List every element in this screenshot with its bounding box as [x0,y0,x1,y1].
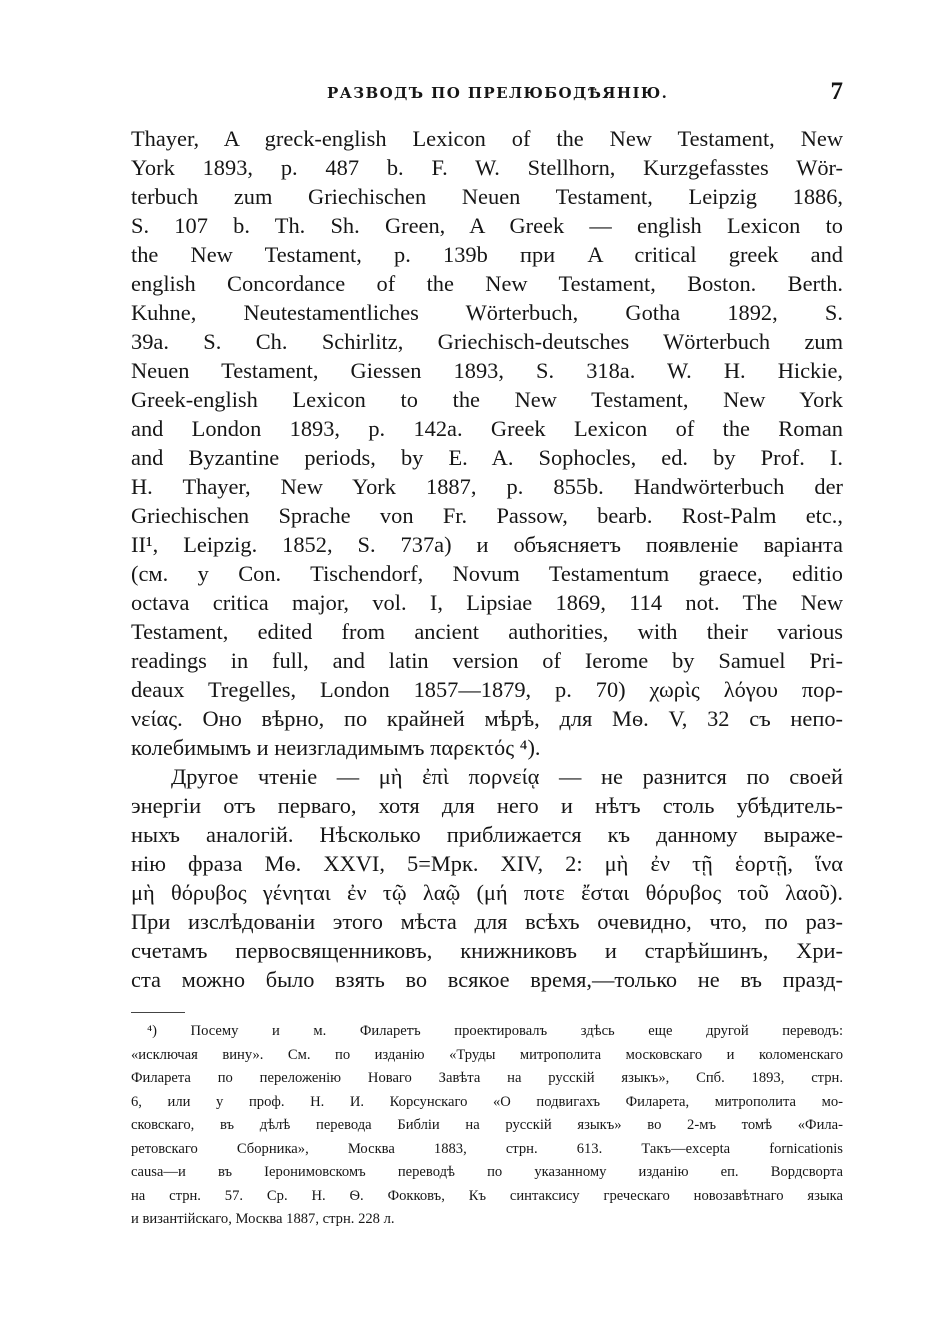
text-line: Thayer, A greck-english Lexicon of the New Testament, New [131,126,843,151]
text-line: ныхъ аналогій. Нѣсколько приближается къ данному выраже- [131,822,843,847]
text-line: счетамъ первосвященниковъ, книжниковъ и старѣйшинъ, Хри- [131,938,843,963]
text-line: Другое чтеніе — μὴ ἐπὶ πορνείᾳ — не разнится по своей [171,764,843,789]
footnote-line: и византійскаго, Москва 1887, стрн. 228 л. [131,1211,395,1227]
text-line: 39a. S. Ch. Schirlitz, Griechisch-deutsches Wörterbuch zum [131,329,843,354]
footnote-line: «исключая вину». См. по изданію «Труды митрополита московскаго и коломенскаго [131,1046,843,1063]
footnote-line: ретовскаго Сборника», Москва 1883, стрн. 613. Такъ—excepta fornicationis [131,1140,843,1157]
text-line: deaux Tregelles, London 1857—1879, p. 70) χωρὶς λόγου πορ- [131,677,843,702]
text-line: readings in full, and latin version of Ierome by Samuel Pri- [131,648,843,673]
footnote-line: сковскаго, въ дѣлѣ перевода Библіи на русскій языкъ» во 2-мъ томѣ «Фила- [131,1117,843,1133]
text-line: колебимымъ и неизгладимымъ παρεκτός ⁴). [131,735,541,760]
text-line: octava critica major, vol. I, Lipsiae 1869, 114 not. The New [131,590,843,615]
text-line: Testament, edited from ancient authorities, with their various [131,619,843,644]
footnote-line: Филарета по переложенію Новаго Завѣта на русскій языкъ», Спб. 1893, стрн. [131,1070,843,1086]
page-number: 7 [830,78,843,105]
footnote-line: ⁴) Посему и м. Филаретъ проектировалъ здѣсь еще другой переводъ: [147,1023,843,1039]
footnote-line: 6, или у проф. Н. И. Корсунскаго «О подвигахъ Филарета, митрополита мо- [131,1093,843,1110]
paragraph-2 [131,762,843,994]
text-line: Griechischen Sprache von Fr. Passow, bearb. Rost-Palm etc., [131,503,843,528]
text-line: and Byzantine periods, by E. A. Sophocles, ed. by Prof. I. [131,445,843,470]
text-line: ста можно было взять во всякое время,—только не въ празд- [131,967,843,992]
main-text [131,124,843,994]
footnote-line: causa—и въ Іеронимовскомъ переводѣ по указанному изданію еп. Вордсворта [131,1164,843,1180]
text-line: the New Testament, p. 139b при A critical greek and [131,242,843,267]
text-line: and London 1893, p. 142a. Greek Lexicon of the Roman [131,416,843,441]
text-line: Neuen Testament, Giessen 1893, S. 318a. W. H. Hickie, [131,358,843,383]
text-line: Kuhne, Neutestamentliches Wörterbuch, Gotha 1892, S. [131,300,843,325]
page-header [131,78,843,112]
text-line: H. Thayer, New York 1887, p. 855b. Handwörterbuch der [131,474,843,499]
text-line: нію фраза Мѳ. XXVI, 5=Мрк. XIV, 2: μὴ ἐν τῇ ἑορτῇ, ἵνα [131,851,843,876]
text-line: νείας. Оно вѣрно, по крайней мѣрѣ, для Мѳ. V, 32 съ непо- [131,706,843,731]
running-title: РАЗВОДЪ ПО ПРЕЛЮБОДѢЯНІЮ. [327,84,669,102]
text-line: terbuch zum Griechischen Neuen Testament, Leipzig 1886, [131,184,843,209]
text-line: При изслѣдованіи этого мѣста для всѣхъ очевидно, что, по раз- [131,909,843,934]
text-line: S. 107 b. Th. Sh. Green, A Greek — english Lexicon to [131,213,843,238]
text-line: (см. у Con. Tischendorf, Novum Testamentum graece, editio [131,561,843,586]
text-line: Greek-english Lexicon to the New Testament, New York [131,387,843,412]
footnote-line: на стрн. 57. Ср. Н. Ѳ. Фокковъ, Къ синтаксису греческаго новозавѣтнаго языка [131,1187,843,1204]
paragraph-1 [131,124,843,762]
footnote [131,1020,843,1232]
text-line: english Concordance of the New Testament, Boston. Berth. [131,271,843,296]
text-line: II¹, Leipzig. 1852, S. 737a) и объясняетъ появленіе варіанта [131,532,843,557]
footnote-rule [131,1012,185,1013]
text-line: York 1893, p. 487 b. F. W. Stellhorn, Kurzgefasstes Wör- [131,155,843,180]
text-line: энергіи отъ перваго, хотя для него и нѣтъ столь убѣдитель- [131,793,843,818]
text-line: μὴ θόρυβος γένηται ἐν τῷ λαῷ (μή ποτε ἔσται θόρυβος τοῦ λαοῦ). [131,880,843,905]
